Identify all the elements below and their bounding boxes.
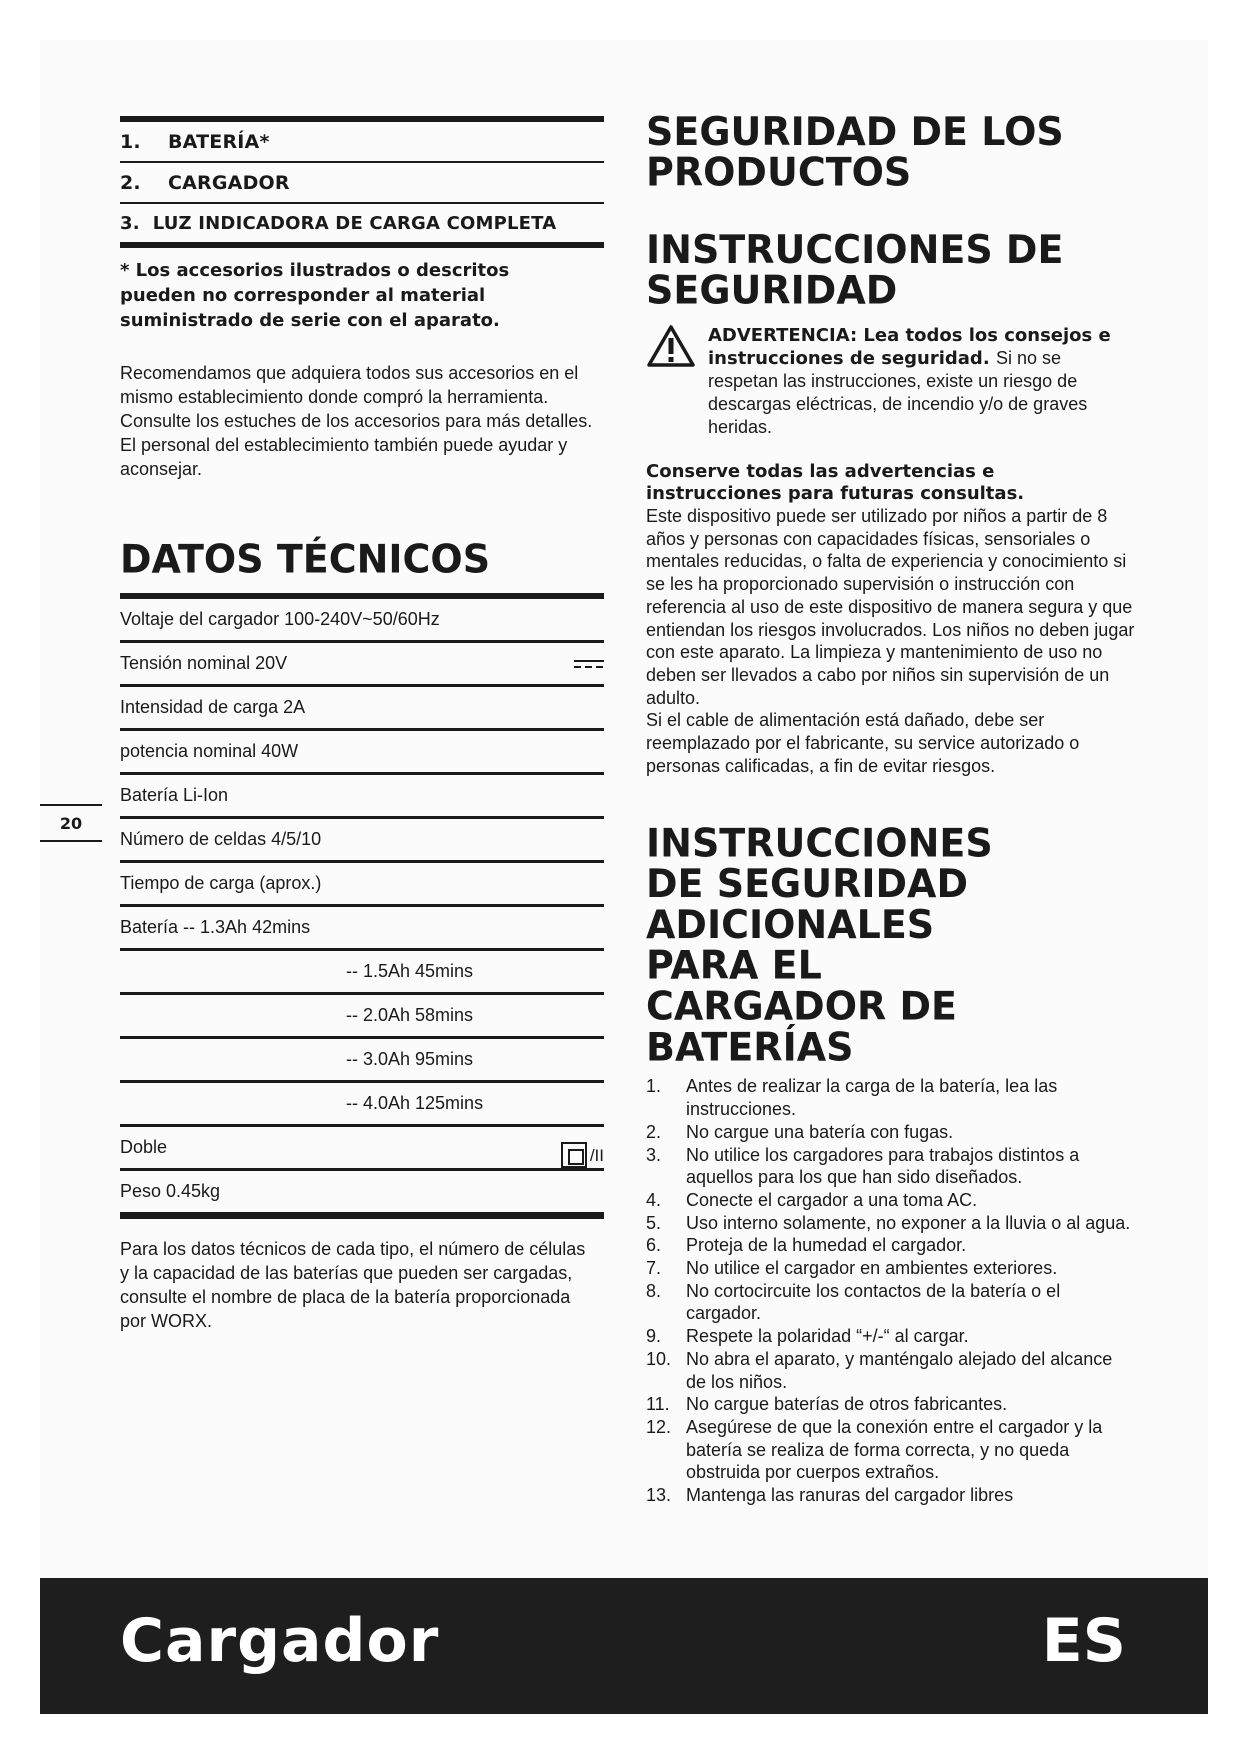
cable-replacement-text: Si el cable de alimentación está dañado, debe ser reemplazado por el fabricante, su service autorizado o personas calificadas, a fin de evitar riesgos. bbox=[646, 710, 1080, 776]
spec-row bbox=[120, 731, 604, 775]
spec-row bbox=[120, 1127, 604, 1171]
list-item bbox=[646, 1393, 1136, 1416]
item-label: CARGADOR bbox=[168, 172, 290, 194]
list-item bbox=[646, 1257, 1136, 1280]
spec-text: Voltaje del cargador 100-240V~50/60Hz bbox=[120, 609, 440, 629]
list-number: 9. bbox=[646, 1326, 662, 1347]
divider bbox=[120, 242, 604, 248]
list-number: 6. bbox=[646, 1235, 662, 1256]
list-item bbox=[646, 1212, 1136, 1235]
list-item bbox=[646, 1075, 1136, 1120]
list-number: 5. bbox=[646, 1212, 662, 1233]
list-item bbox=[646, 1121, 1136, 1144]
list-text: No utilice el cargador en ambientes exteriores. bbox=[686, 1258, 1058, 1279]
list-text: No abra el aparato, y manténgalo alejado del alcance de los niños. bbox=[686, 1348, 1113, 1392]
spec-row bbox=[120, 687, 604, 731]
list-item bbox=[646, 1280, 1136, 1325]
left-column bbox=[120, 116, 604, 1333]
spec-text: Peso 0.45kg bbox=[120, 1181, 221, 1201]
footer-bar bbox=[40, 1578, 1208, 1714]
list-text: No utilice los cargadores para trabajos distintos a aquellos para los que han sido diseñados. bbox=[686, 1144, 1080, 1188]
tech-data-heading: DATOS TÉCNICOS bbox=[120, 536, 491, 582]
spec-row bbox=[120, 907, 604, 951]
list-text: Mantenga las ranuras del cargador libres bbox=[686, 1485, 1014, 1506]
safety-instructions-heading: INSTRUCCIONES DE SEGURIDAD bbox=[646, 227, 1064, 313]
spec-text: Doble bbox=[120, 1137, 168, 1157]
list-text: No cargue baterías de otros fabricantes. bbox=[686, 1394, 1008, 1415]
instructions-list bbox=[646, 1075, 1136, 1506]
list-number: 12. bbox=[646, 1416, 672, 1437]
children-usage-text: Este dispositivo puede ser utilizado por niños a partir de 8 años y personas con capacidades físicas, sensoriales o mentales reducidas, o falta de experiencia y conocimiento si se les ha proporcionado supervisión o instrucción con referencia al uso de este dispositivo de manera segura y que entiendan los riesgos involucrados. Los niños no deben jugar con este aparato. La limpieza y mantenimiento de uso no deben ser llevados a cabo por niños sin supervisión de un adulto. bbox=[646, 506, 1135, 708]
list-item bbox=[646, 1189, 1136, 1212]
spec-row bbox=[120, 819, 604, 863]
accessory-note: * Los accesorios ilustrados o descritos pueden no corresponder al material suministrado de serie con el aparato. bbox=[120, 260, 510, 331]
list-number: 1. bbox=[646, 1076, 662, 1097]
language-code: ES bbox=[1041, 1606, 1126, 1676]
list-text: Proteja de la humedad el cargador. bbox=[686, 1235, 967, 1256]
warning-body: Si no se respetan las instrucciones, existe un riesgo de descargas eléctricas, de incendio y/o de graves heridas. bbox=[708, 348, 1088, 437]
list-number: 3. bbox=[646, 1144, 662, 1165]
parts-list-item bbox=[120, 204, 604, 242]
list-item bbox=[646, 1348, 1136, 1393]
page-number-text: 20 bbox=[59, 814, 83, 833]
list-text: Antes de realizar la carga de la batería, lea las instrucciones. bbox=[686, 1076, 1058, 1120]
warning-text bbox=[646, 324, 1136, 439]
list-number: 10. bbox=[646, 1348, 672, 1369]
spec-row bbox=[120, 643, 604, 687]
list-text: No cortocircuite los contactos de la batería o el cargador. bbox=[686, 1280, 1061, 1324]
spec-text: Tiempo de carga (aprox.) bbox=[120, 873, 322, 893]
class-ii-label: /II bbox=[589, 1145, 604, 1165]
product-safety-heading: SEGURIDAD DE LOS PRODUCTOS bbox=[646, 109, 1064, 195]
list-text: Asegúrese de que la conexión entre el cargador y la batería se realiza de forma correcta, y no queda obstruida por cuerpos extraños. bbox=[686, 1416, 1103, 1483]
list-text: Uso interno solamente, no exponer a la lluvia o al agua. bbox=[686, 1212, 1131, 1233]
list-number: 11. bbox=[646, 1394, 670, 1415]
parts-list-item bbox=[120, 163, 604, 202]
warning-block bbox=[646, 324, 1136, 439]
item-number: 1. bbox=[120, 131, 141, 153]
list-text: No cargue una batería con fugas. bbox=[686, 1121, 954, 1142]
item-label: LUZ INDICADORA DE CARGA COMPLETA bbox=[152, 213, 557, 234]
spec-text: -- 1.5Ah 45mins bbox=[346, 961, 474, 981]
spec-text: Batería -- 1.3Ah 42mins bbox=[120, 917, 311, 937]
spec-row bbox=[120, 599, 604, 643]
warning-bold: ADVERTENCIA: Lea todos los consejos e instrucciones de seguridad. bbox=[708, 325, 1111, 369]
spec-text: Número de celdas 4/5/10 bbox=[120, 829, 322, 849]
spec-text: Batería Li-Ion bbox=[120, 785, 229, 805]
list-number: 2. bbox=[646, 1121, 662, 1142]
footer-title: Cargador bbox=[120, 1606, 440, 1676]
spec-row bbox=[120, 995, 604, 1039]
spec-row bbox=[120, 951, 604, 995]
warning-triangle-icon bbox=[646, 324, 696, 368]
list-text: Conecte el cargador a una toma AC. bbox=[686, 1189, 978, 1210]
spec-row bbox=[120, 1171, 604, 1219]
spec-text: Intensidad de carga 2A bbox=[120, 697, 306, 717]
item-number: 2. bbox=[120, 172, 141, 194]
list-number: 4. bbox=[646, 1189, 662, 1210]
spec-text: -- 4.0Ah 125mins bbox=[346, 1093, 484, 1113]
keep-instructions-bold: Conserve todas las advertencias e instrucciones para futuras consultas. bbox=[646, 461, 1025, 504]
list-text: Respete la polaridad “+/-“ al cargar. bbox=[686, 1326, 969, 1347]
list-number: 8. bbox=[646, 1280, 662, 1301]
additional-instructions-heading: INSTRUCCIONES DE SEGURIDAD ADICIONALES PARA EL CARGADOR DE BATERÍAS bbox=[646, 820, 993, 1070]
list-number: 7. bbox=[646, 1258, 662, 1279]
right-column bbox=[646, 109, 1136, 1507]
spec-text: Tensión nominal 20V bbox=[120, 653, 288, 673]
spec-row bbox=[120, 863, 604, 907]
list-item bbox=[646, 1325, 1136, 1348]
spec-row bbox=[120, 1083, 604, 1127]
item-number: 3. bbox=[120, 213, 140, 234]
list-number: 13. bbox=[646, 1485, 672, 1506]
tech-data-footnote: Para los datos técnicos de cada tipo, el número de células y la capacidad de las baterías que pueden ser cargadas, consulte el nombre de placa de la batería proporcionada por WORX. bbox=[120, 1239, 586, 1331]
spec-row bbox=[120, 1039, 604, 1083]
spec-text: potencia nominal 40W bbox=[120, 741, 299, 761]
spec-text: -- 2.0Ah 58mins bbox=[346, 1005, 474, 1025]
list-item bbox=[646, 1416, 1136, 1484]
page-number bbox=[40, 804, 102, 842]
double-insulation-icon bbox=[561, 1134, 604, 1176]
item-label: BATERÍA* bbox=[168, 131, 270, 153]
direct-current-icon bbox=[574, 660, 604, 668]
spec-text: -- 3.0Ah 95mins bbox=[346, 1049, 474, 1069]
spec-row bbox=[120, 775, 604, 819]
list-item bbox=[646, 1484, 1136, 1507]
list-item bbox=[646, 1144, 1136, 1189]
list-item bbox=[646, 1234, 1136, 1257]
parts-list-item bbox=[120, 122, 604, 161]
recommend-paragraph: Recomendamos que adquiera todos sus accesorios en el mismo establecimiento donde compró la herramienta. Consulte los estuches de los accesorios para más detalles. El personal del establecimiento también puede ayudar y aconsejar. bbox=[120, 363, 593, 479]
